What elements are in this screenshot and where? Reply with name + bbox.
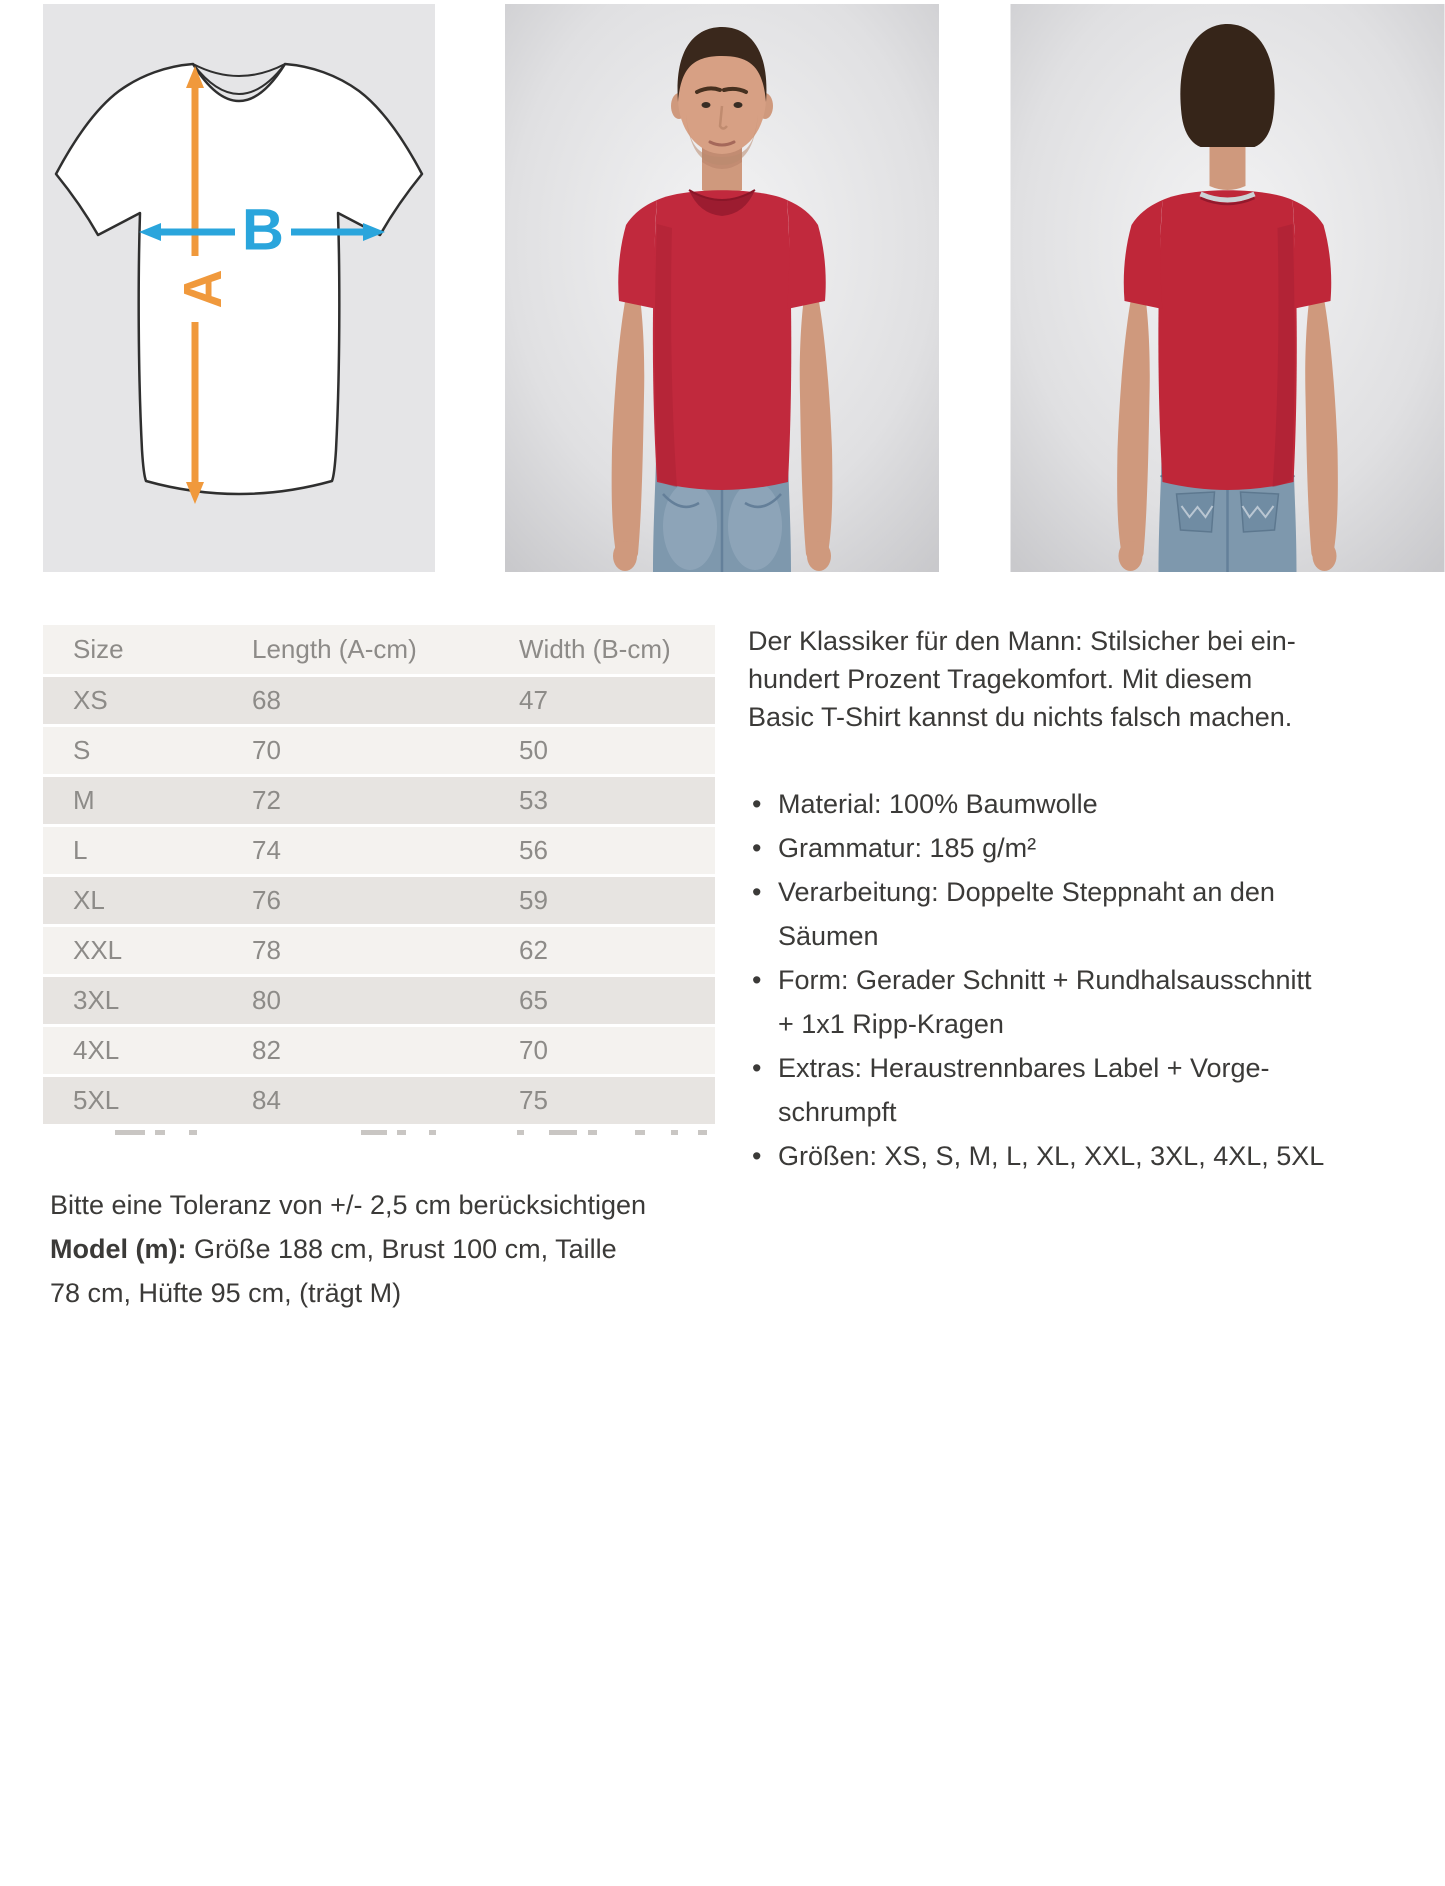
size-cell: 5XL [43, 1077, 252, 1124]
model-front-photo [505, 4, 939, 572]
size-cell: S [43, 727, 252, 774]
model-label: Model (m): [50, 1234, 187, 1264]
length-cell: 82 [252, 1027, 519, 1074]
feature-item-material: • Material: 100% Baumwolle [748, 782, 1438, 826]
length-cell: 84 [252, 1077, 519, 1124]
size-cell: 3XL [43, 977, 252, 1024]
width-cell: 62 [519, 927, 715, 974]
size-diagram-graphic [43, 4, 435, 572]
table-row [43, 777, 715, 824]
feature-item-form: • Form: Gerader Schnitt + Rundhalsausschnitt + 1x1 Ripp-Kragen [748, 958, 1438, 1046]
width-cell: 50 [519, 727, 715, 774]
table-row [43, 727, 715, 774]
length-cell: 72 [252, 777, 519, 824]
width-cell: 53 [519, 777, 715, 824]
column-header-size: Size [43, 625, 252, 674]
feature-list [748, 782, 1438, 1178]
model-measurements: Größe 188 cm, Brust 100 cm, Taille [186, 1234, 617, 1264]
table-row [43, 1077, 715, 1124]
feature-item-verarbeitung: • Verarbeitung: Doppelte Steppnaht an den Säumen [748, 870, 1438, 958]
intro-line: hundert Prozent Tragekomfort. Mit diesem [748, 664, 1253, 694]
table-row [43, 927, 715, 974]
width-cell: 59 [519, 877, 715, 924]
length-cell: 76 [252, 877, 519, 924]
hair-back [1180, 24, 1274, 147]
size-diagram-image [43, 4, 435, 572]
tolerance-note: Bitte eine Toleranz von +/- 2,5 cm berücksichtigen [50, 1190, 647, 1220]
table-row [43, 1027, 715, 1074]
width-cell: 70 [519, 1027, 715, 1074]
size-cell: XS [43, 677, 252, 724]
table-row [43, 977, 715, 1024]
size-cell: XXL [43, 927, 252, 974]
size-cell: 4XL [43, 1027, 252, 1074]
width-cell: 65 [519, 977, 715, 1024]
table-row [43, 827, 715, 874]
length-cell: 74 [252, 827, 519, 874]
label-a: A [173, 269, 233, 309]
size-cell: XL [43, 877, 252, 924]
measurement-notes [50, 1183, 710, 1315]
feature-item-extras: • Extras: Heraustrennbares Label + Vorge- schrumpft [748, 1046, 1438, 1134]
length-cell: 78 [252, 927, 519, 974]
intro-line: Der Klassiker für den Mann: Stilsicher bei ein- [748, 626, 1296, 656]
width-cell: 56 [519, 827, 715, 874]
size-cell: M [43, 777, 252, 824]
length-cell: 68 [252, 677, 519, 724]
tshirt-outline [56, 64, 422, 494]
clipped-table-row-artifact [43, 1129, 715, 1137]
table-row [43, 877, 715, 924]
column-header-length: Length (A-cm) [252, 625, 519, 674]
intro-line: Basic T-Shirt kannst du nichts falsch machen. [748, 702, 1293, 732]
description-intro [748, 622, 1438, 736]
model-back-illustration [1010, 4, 1445, 572]
model-back-photo [1010, 4, 1445, 572]
length-cell: 70 [252, 727, 519, 774]
table-header-row [43, 625, 715, 674]
label-b: B [242, 197, 284, 263]
size-chart-table [43, 622, 715, 1127]
width-cell: 75 [519, 1077, 715, 1124]
width-cell: 47 [519, 677, 715, 724]
feature-item-groessen: • Größen: XS, S, M, L, XL, XXL, 3XL, 4XL, 5XL [748, 1134, 1438, 1178]
column-header-width: Width (B-cm) [519, 625, 715, 674]
product-description [748, 622, 1438, 1178]
feature-item-grammatur: • Grammatur: 185 g/m² [748, 826, 1438, 870]
table-row [43, 677, 715, 724]
model-front-illustration [505, 4, 939, 572]
model-info-line1 [50, 1227, 710, 1271]
model-info-line2: 78 cm, Hüfte 95 cm, (trägt M) [50, 1278, 402, 1308]
size-cell: L [43, 827, 252, 874]
length-cell: 80 [252, 977, 519, 1024]
